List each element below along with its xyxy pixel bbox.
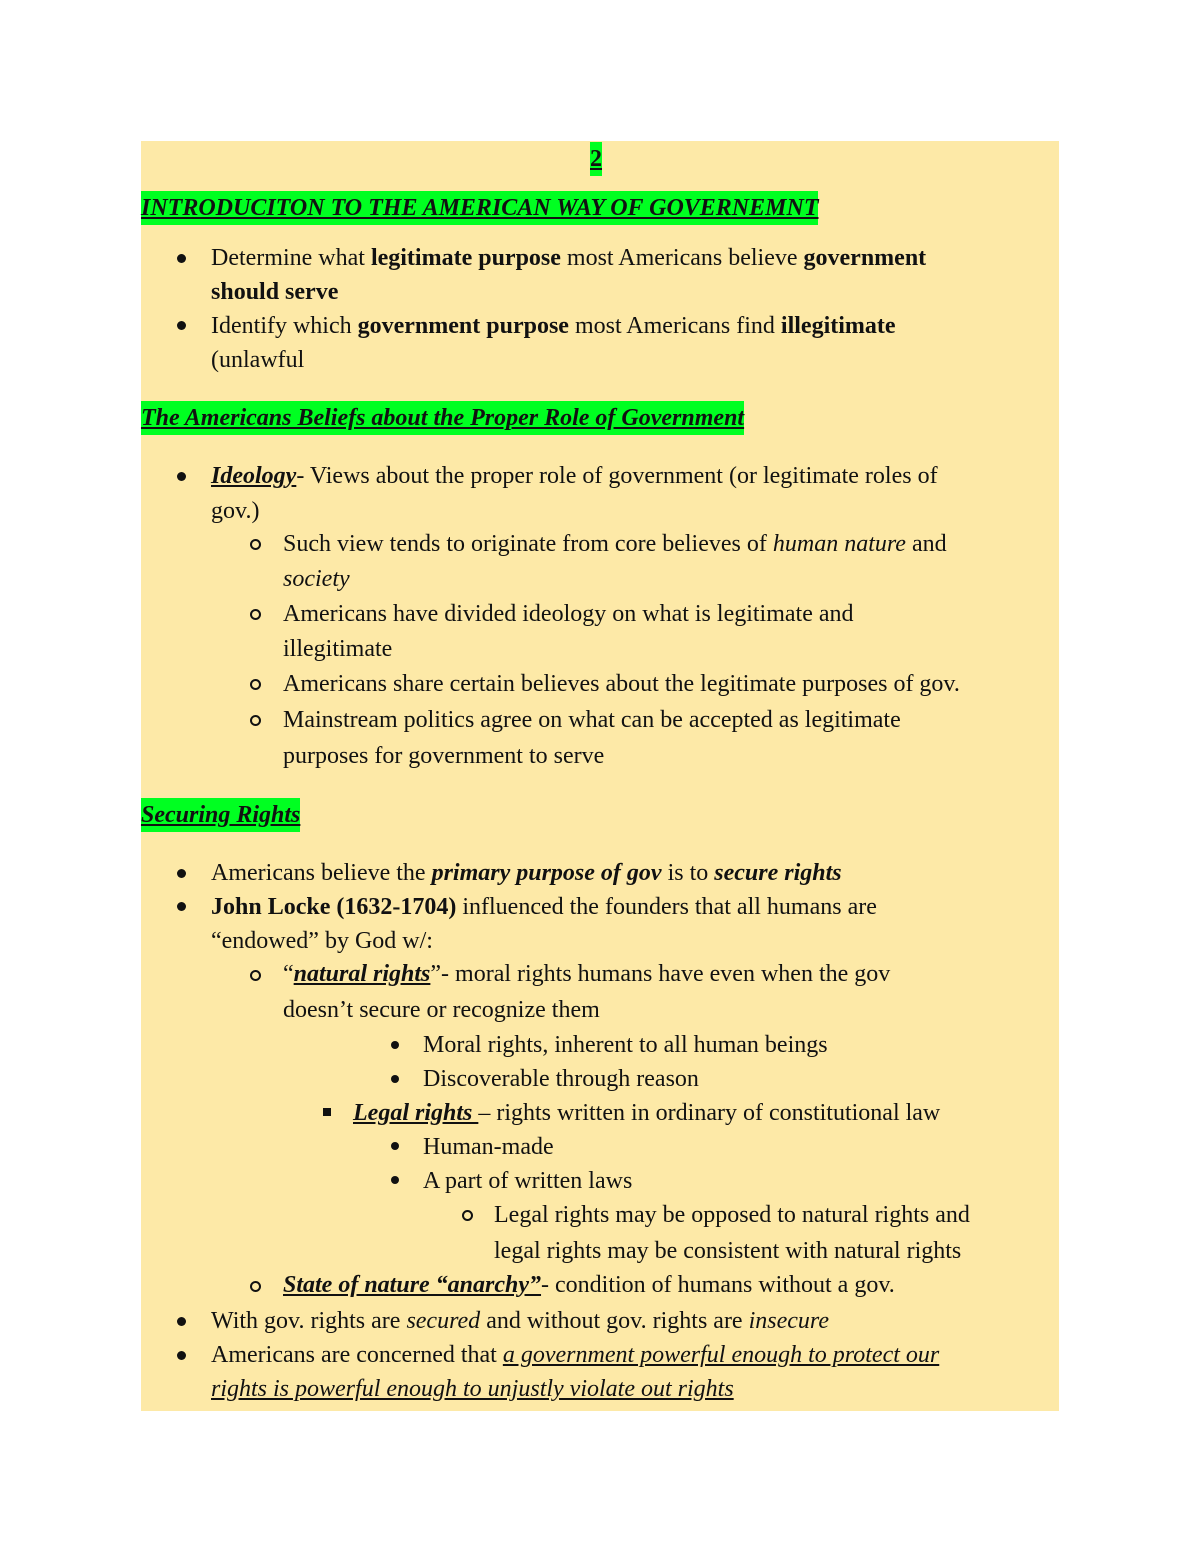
sub-bullet [462,1210,473,1221]
list-item: Identify which government purpose most Americans find illegitimate [211,313,896,339]
section-heading-securing-rights: Securing Rights [141,798,300,832]
sub-bullet [250,1281,261,1292]
bullet [391,1075,399,1083]
list-item: John Locke (1632-1704) influenced the founders that all humans are [211,894,877,920]
list-item-cont: “endowed” by God w/: [211,928,433,954]
nested-item: Discoverable through reason [423,1066,699,1092]
sub-item: Americans have divided ideology on what is legitimate and [283,601,854,627]
square-bullet [323,1108,331,1116]
list-item: Ideology- Views about the proper role of government (or legitimate roles of [211,463,938,489]
sub-item: State of nature “anarchy”- condition of humans without a gov. [283,1272,895,1298]
section-heading-beliefs: The Americans Beliefs about the Proper Role of Government [141,401,744,435]
list-item: Americans believe the primary purpose of gov is to secure rights [211,860,842,886]
deep-item-cont: legal rights may be consistent with natural rights [494,1238,962,1264]
sub-item-cont: society [283,566,350,592]
list-item: With gov. rights are secured and without gov. rights are insecure [211,1308,830,1334]
sub-bullet [250,609,261,620]
list-item: Determine what legitimate purpose most Americans believe government [211,245,927,271]
sub-bullet [250,970,261,981]
sub-item-cont: illegitimate [283,636,393,662]
bullet [391,1176,399,1184]
nested-item: A part of written laws [423,1168,633,1194]
sub-bullet [250,715,261,726]
list-item-cont: gov.) [211,498,260,524]
bullet [391,1041,399,1049]
bullet [177,1351,186,1360]
bullet [177,321,186,330]
sub-bullet [250,539,261,550]
sub-item: “natural rights”- moral rights humans have even when the gov [283,961,891,987]
bullet [177,869,186,878]
sub-item: Americans share certain believes about the legitimate purposes of gov. [283,671,960,697]
sub-item: Such view tends to originate from core believes of human nature and [283,531,947,557]
nested-item: Human-made [423,1134,554,1160]
bullet [177,902,186,911]
nested-item: Legal rights – rights written in ordinary of constitutional law [353,1100,941,1126]
section-heading-intro: INTRODUCITON TO THE AMERICAN WAY OF GOVERNEMNT [141,191,818,225]
list-item-cont: should serve [211,279,339,305]
sub-item-cont: doesn’t secure or recognize them [283,997,600,1023]
list-item-cont: rights is powerful enough to unjustly violate out rights [211,1376,734,1402]
bullet [177,254,186,263]
page-number: 2 [590,142,602,176]
sub-item: Mainstream politics agree on what can be accepted as legitimate [283,707,901,733]
nested-item: Moral rights, inherent to all human beings [423,1032,828,1058]
list-item-cont: (unlawful [211,347,305,373]
deep-item: Legal rights may be opposed to natural rights and [494,1202,970,1228]
list-item: Americans are concerned that a government powerful enough to protect our [211,1342,940,1368]
bullet [391,1142,399,1150]
sub-item-cont: purposes for government to serve [283,743,605,769]
bullet [177,1317,186,1326]
sub-bullet [250,679,261,690]
bullet [177,472,186,481]
